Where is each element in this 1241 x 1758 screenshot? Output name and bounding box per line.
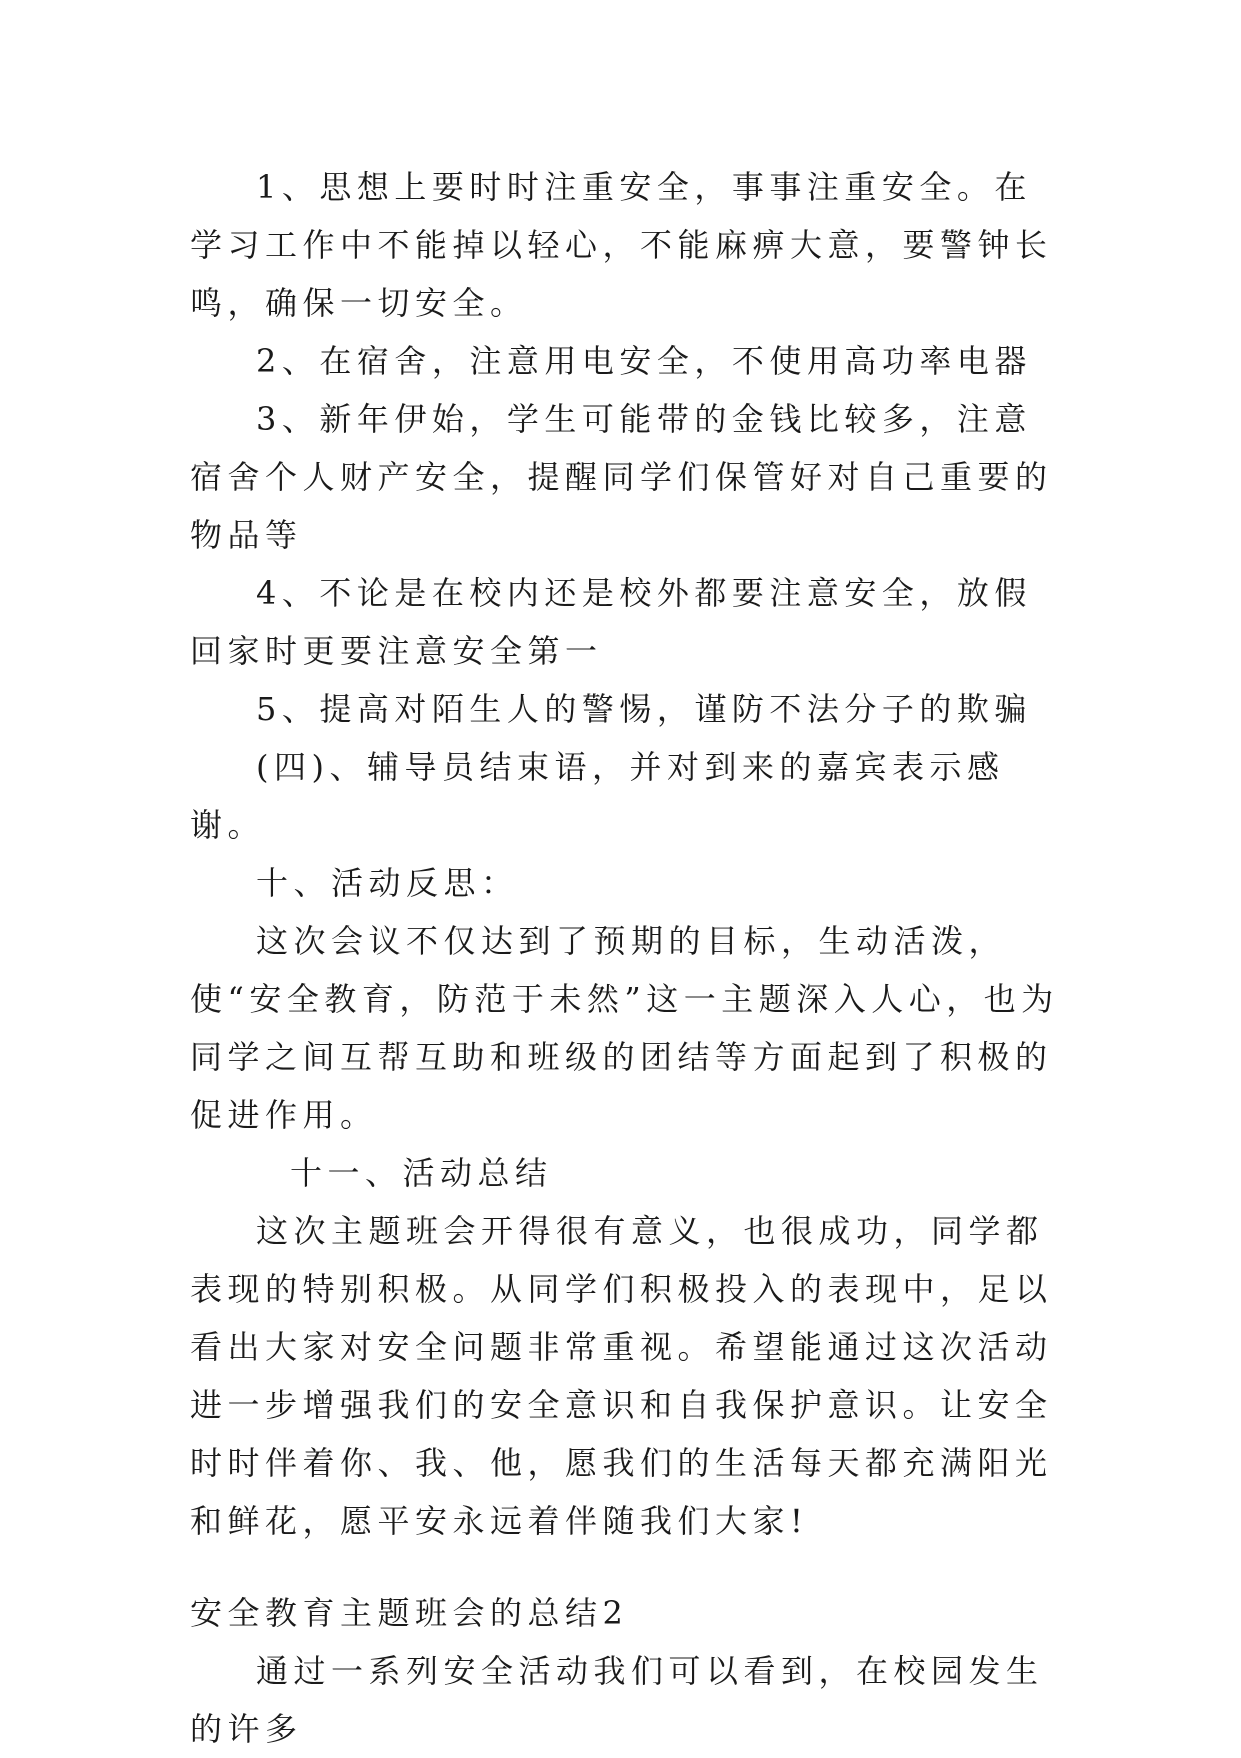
section-title: 安全教育主题班会的总结2 — [190, 1594, 629, 1632]
paragraph-section2-intro: 通过一系列安全活动我们可以看到，在校园发生的许多 — [190, 1652, 1044, 1748]
heading-summary: 十一、活动总结 — [290, 1154, 553, 1192]
section-gap — [190, 1550, 1062, 1584]
paragraph-reflection: 这次会议不仅达到了预期的目标，生动活泼，使“安全教育，防范于未然”这一主题深入人心，也为同学之间互帮互助和班级的团结等方面起到了积极的促进作用。 — [190, 922, 1059, 1134]
paragraph-item-3: 3、新年伊始，学生可能带的金钱比较多，注意宿舍个人财产安全，提醒同学们保管好对自己重要的物品等 — [190, 400, 1053, 554]
paragraph-item-5: 5、提高对陌生人的警惕，谨防不法分子的欺骗 — [256, 690, 1032, 728]
paragraph-item-2: 2、在宿舍，注意用电安全，不使用高功率电器 — [256, 342, 1032, 380]
paragraph-item-1: 1、思想上要时时注重安全，事事注重安全。在学习工作中不能掉以轻心，不能麻痹大意，要警钟长鸣，确保一切安全。 — [190, 168, 1053, 322]
heading-reflection: 十、活动反思： — [256, 864, 519, 902]
paragraph-closing-remarks: (四)、辅导员结束语，并对到来的嘉宾表示感谢。 — [190, 748, 1005, 844]
paragraph-item-4: 4、不论是在校内还是校外都要注意安全，放假回家时更要注意安全第一 — [190, 574, 1032, 670]
document-body — [190, 158, 1062, 1758]
paragraph-summary: 这次主题班会开得很有意义，也很成功，同学都表现的特别积极。从同学们积极投入的表现中，足以看出大家对安全问题非常重视。希望能通过这次活动进一步增强我们的安全意识和自我保护意识。让安全时时伴着你、我、他，愿我们的生活每天都充满阳光和鲜花，愿平安永远着伴随我们大家! — [190, 1212, 1053, 1540]
